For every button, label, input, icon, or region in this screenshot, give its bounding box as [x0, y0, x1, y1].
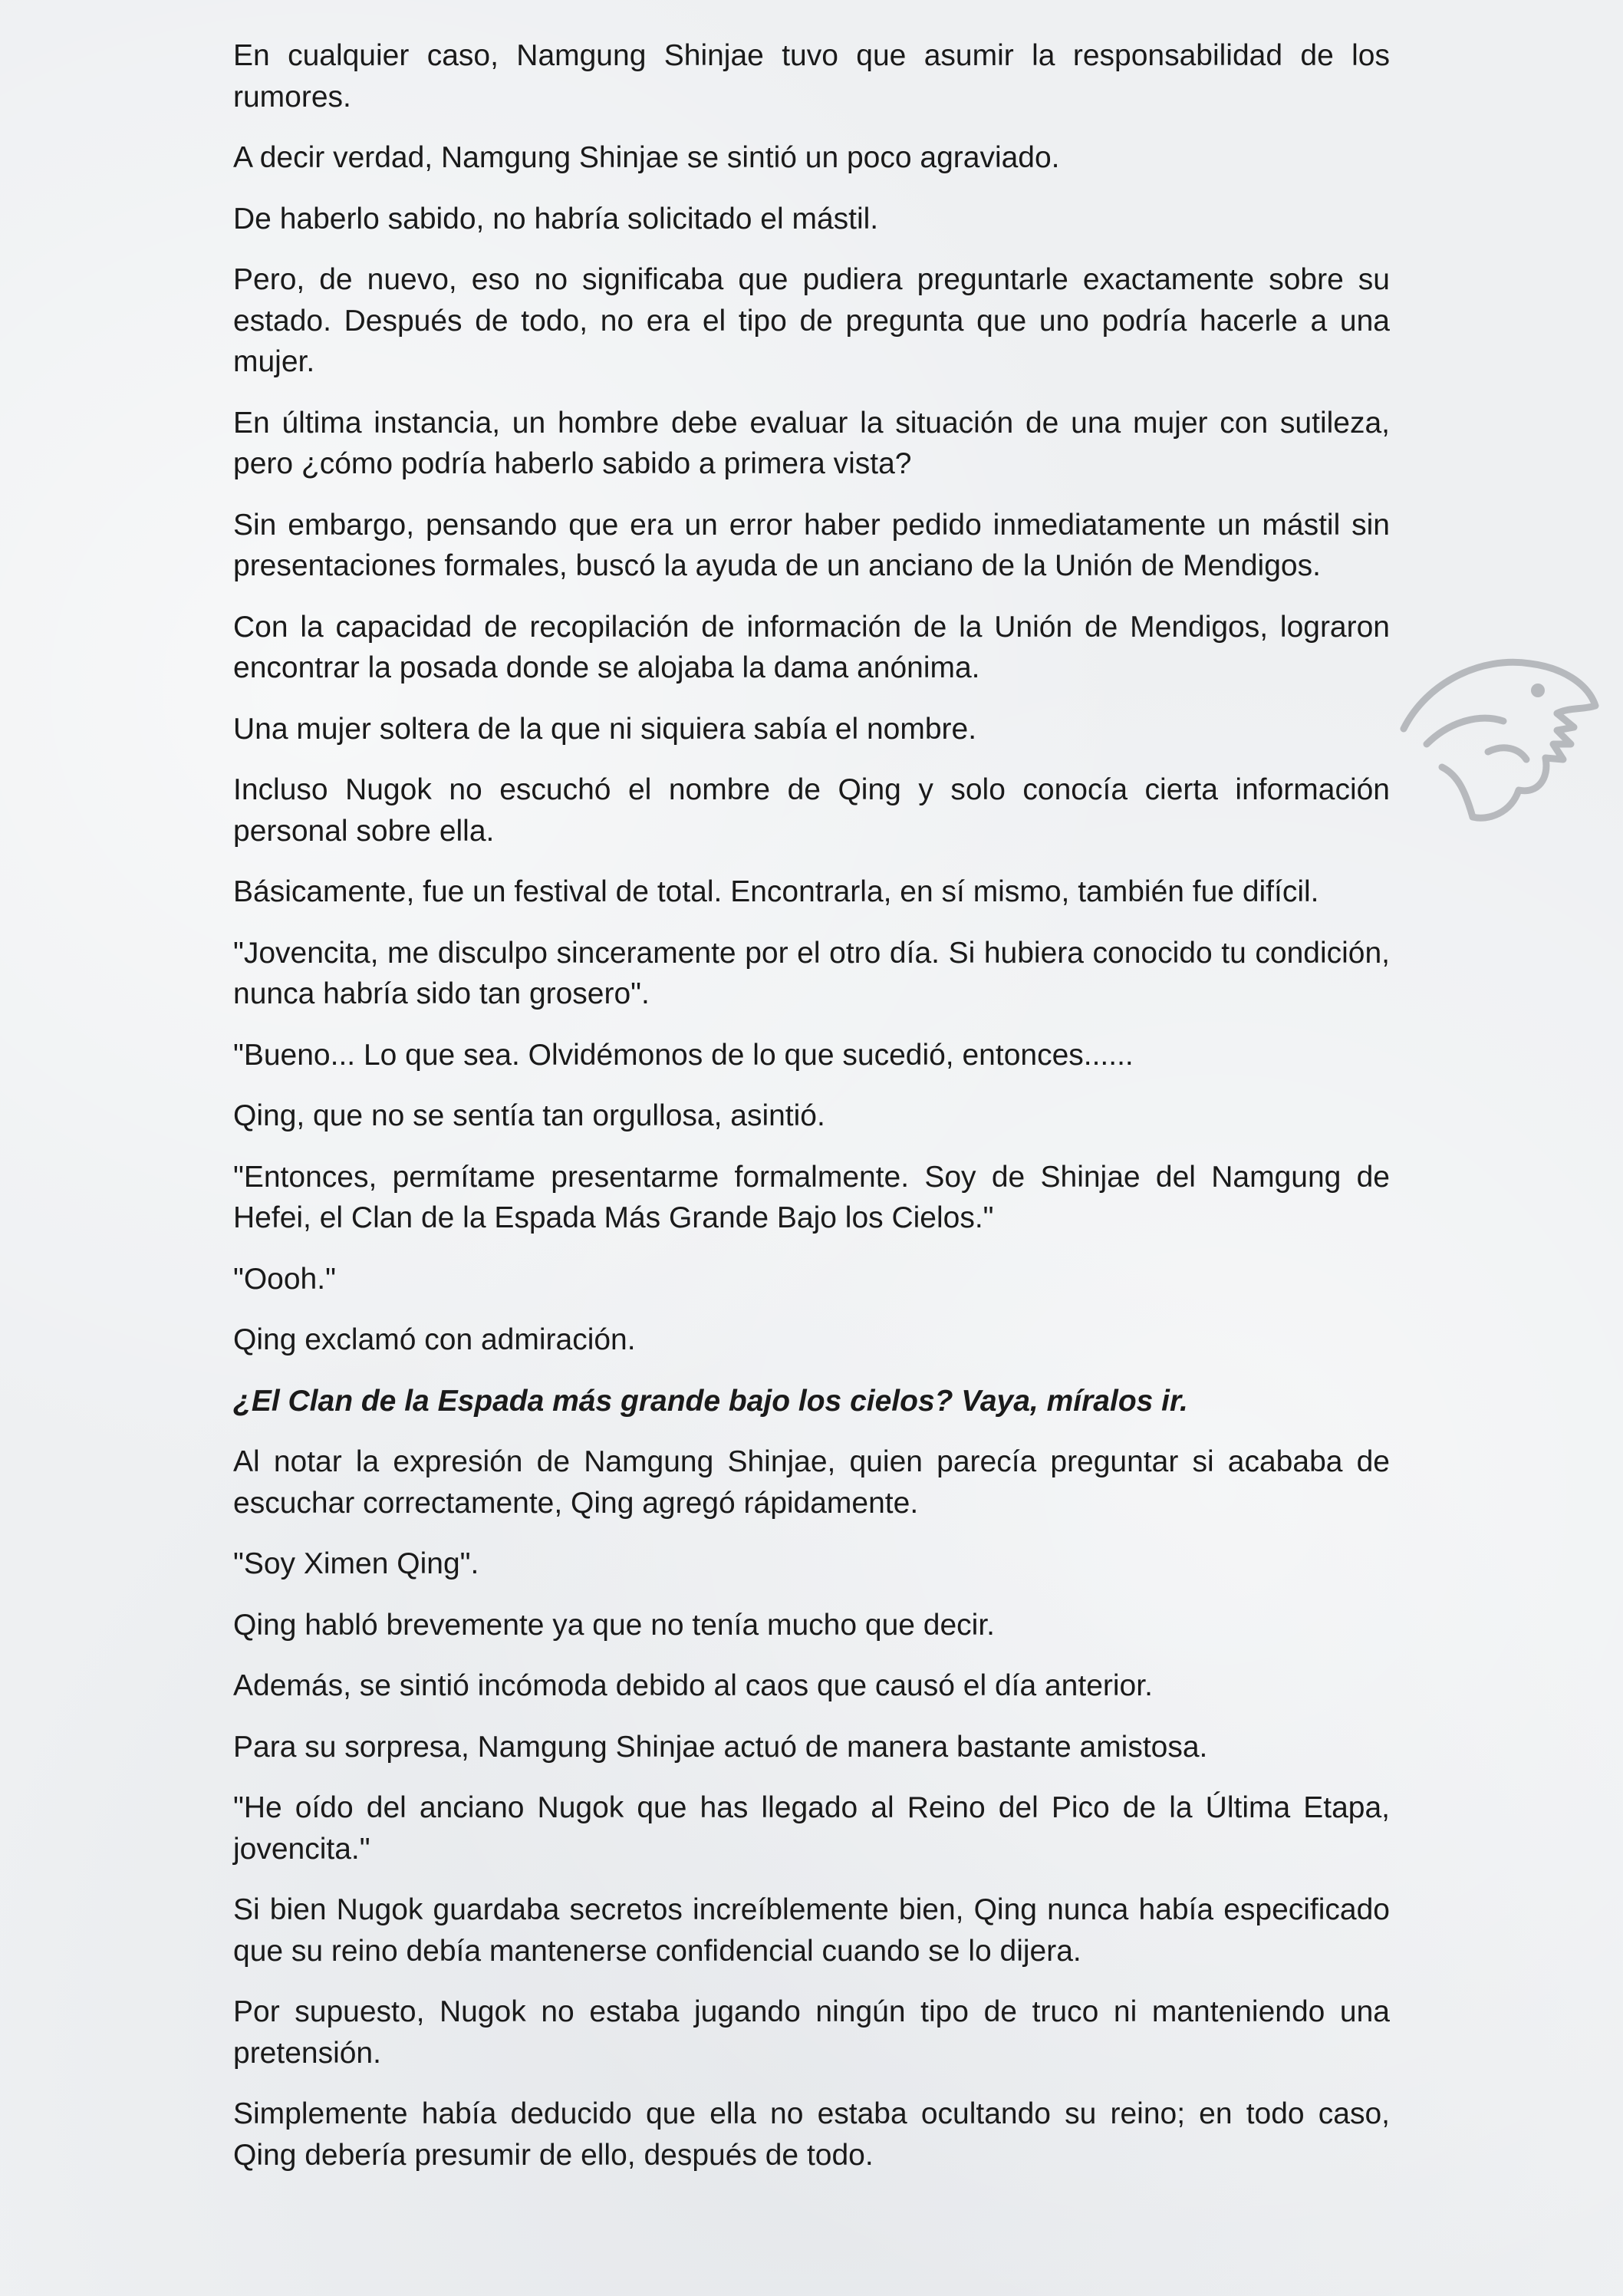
paragraph: Simplemente había deducido que ella no estaba ocultando su reino; en todo caso, Qing debería presumir de ello, después de todo.	[233, 2097, 1390, 2172]
paragraph: Si bien Nugok guardaba secretos increíblemente bien, Qing nunca había especificado que su reino debía mantenerse confidencial cuando se lo dijera.	[233, 1893, 1390, 1968]
paragraph: "Soy Ximen Qing".	[233, 1547, 479, 1580]
paragraph: Sin embargo, pensando que era un error haber pedido inmediatamente un mástil sin presentaciones formales, buscó la ayuda de un anciano de la Unión de Mendigos.	[233, 508, 1390, 582]
paragraph: Una mujer soltera de la que ni siquiera sabía el nombre.	[233, 712, 977, 746]
paragraph: "Entonces, permítame presentarme formalmente. Soy de Shinjae del Namgung de Hefei, el Clan de la Espada Más Grande Bajo los Cielos."	[233, 1160, 1390, 1234]
paragraph: Con la capacidad de recopilación de información de la Unión de Mendigos, lograron encontrar la posada donde se alojaba la dama anónima.	[233, 610, 1390, 684]
document-body	[233, 35, 1390, 2196]
paragraph: A decir verdad, Namgung Shinjae se sintió un poco agraviado.	[233, 141, 1060, 174]
paragraph: Además, se sintió incómoda debido al caos que causó el día anterior.	[233, 1669, 1153, 1702]
paragraph: Para su sorpresa, Namgung Shinjae actuó de manera bastante amistosa.	[233, 1730, 1208, 1764]
paragraph: "Jovencita, me disculpo sinceramente por el otro día. Si hubiera conocido tu condición, nunca habría sido tan grosero".	[233, 936, 1390, 1010]
paragraph: Qing habló brevemente ya que no tenía mucho que decir.	[233, 1608, 995, 1642]
paragraph: "Bueno... Lo que sea. Olvidémonos de lo que sucedió, entonces......	[233, 1038, 1134, 1072]
paragraph: Qing exclamó con admiración.	[233, 1323, 636, 1356]
paragraph: Qing, que no se sentía tan orgullosa, asintió.	[233, 1099, 825, 1132]
paragraph: Por supuesto, Nugok no estaba jugando ningún tipo de truco ni manteniendo una pretensión.	[233, 1995, 1390, 2070]
paragraph: Incluso Nugok no escuchó el nombre de Qing y solo conocía cierta información personal sobre ella.	[233, 773, 1390, 848]
dinosaur-head-icon	[1396, 637, 1603, 828]
paragraph: Básicamente, fue un festival de total. Encontrarla, en sí mismo, también fue difícil.	[233, 875, 1319, 908]
paragraph: De haberlo sabido, no habría solicitado el mástil.	[233, 202, 879, 236]
paragraph-thought: ¿El Clan de la Espada más grande bajo los cielos? Vaya, míralos ir.	[233, 1384, 1188, 1418]
paragraph: "Oooh."	[233, 1262, 336, 1296]
paragraph: "He oído del anciano Nugok que has llegado al Reino del Pico de la Última Etapa, jovencita."	[233, 1791, 1390, 1866]
paragraph: Pero, de nuevo, eso no significaba que pudiera preguntarle exactamente sobre su estado. Después de todo, no era el tipo de pregunta que uno podría hacerle a una mujer.	[233, 263, 1390, 378]
paragraph: En última instancia, un hombre debe evaluar la situación de una mujer con sutileza, pero ¿cómo podría haberlo sabido a primera vista?	[233, 406, 1390, 480]
paragraph: Al notar la expresión de Namgung Shinjae, quien parecía preguntar si acababa de escuchar correctamente, Qing agregó rápidamente.	[233, 1445, 1390, 1520]
paragraph: En cualquier caso, Namgung Shinjae tuvo que asumir la responsabilidad de los rumores.	[233, 39, 1390, 114]
